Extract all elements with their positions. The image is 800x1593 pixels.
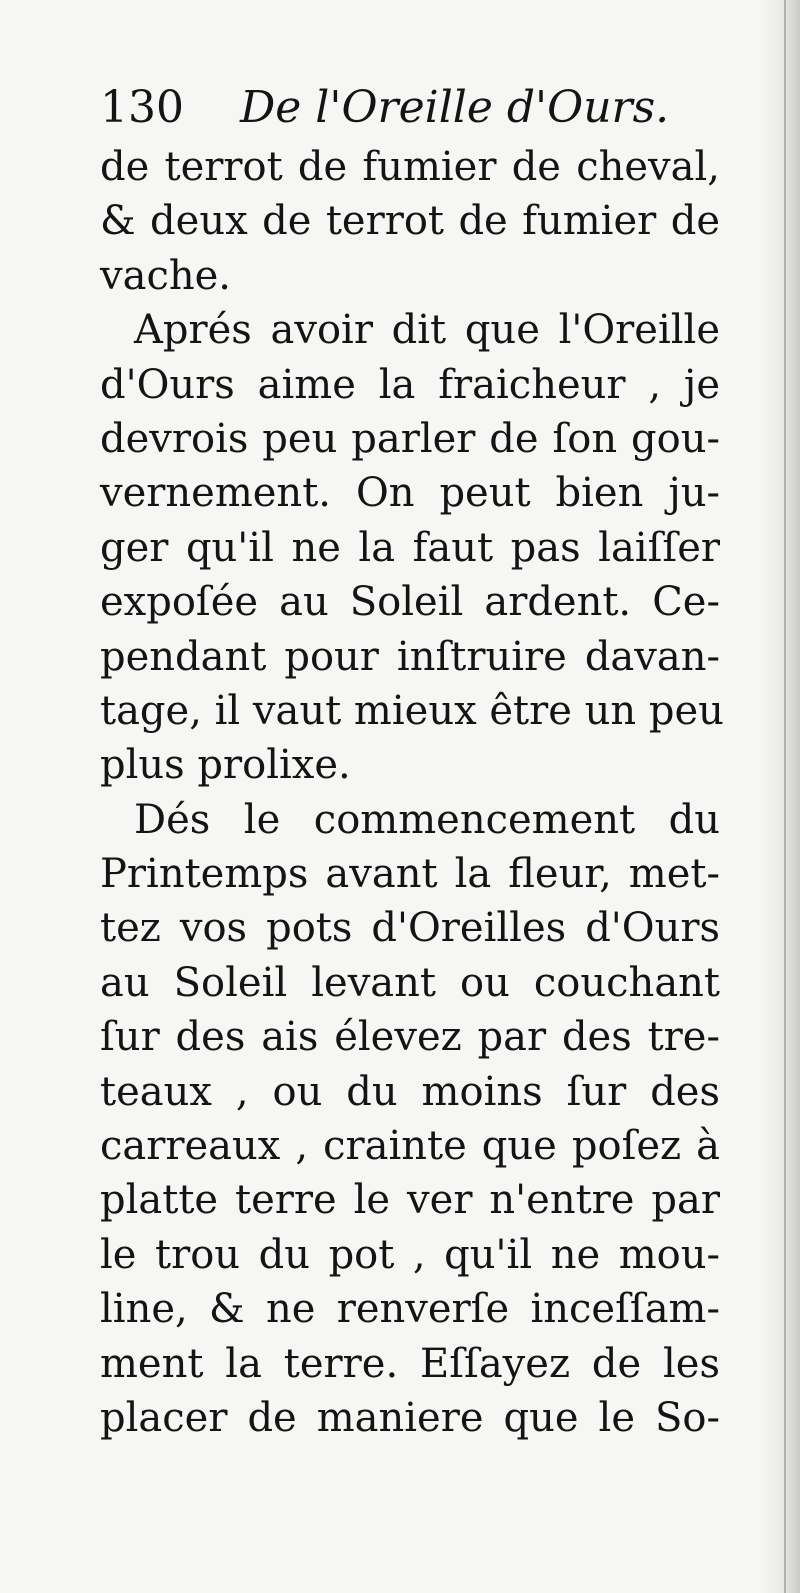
text-line: vache. [100, 252, 231, 299]
text-line: ment la terre. Eſſayez de les [100, 1340, 720, 1387]
body-text [100, 140, 724, 1445]
text-line: ger qu'il ne la faut pas laiſſer [100, 524, 720, 571]
text-line: expoſée au Soleil ardent. Ce- [100, 579, 720, 626]
text-line: vernement. On peut bien ju- [100, 470, 720, 517]
text-line: teaux , ou du moins ſur des [100, 1068, 720, 1115]
text-line: Dés le commencement du [134, 796, 720, 843]
text-line: placer de maniere que le So- [100, 1394, 720, 1441]
text-line: platte terre le ver n'entre par [100, 1177, 720, 1224]
text-line: pendant pour inſtruire davan- [100, 633, 720, 680]
text-line: carreaux , crainte que poſez à [100, 1123, 720, 1170]
page-header [100, 78, 740, 138]
page-number: 130 [100, 82, 184, 133]
text-line: au Soleil levant ou couchant [100, 959, 720, 1006]
page-edge-line [784, 0, 786, 1593]
text-line: tage, il vaut mieux être un peu [100, 687, 724, 734]
page-edge-shadow [760, 0, 800, 1593]
text-line: tez vos pots d'Oreilles d'Ours [100, 905, 720, 952]
text-line: ſur des ais élevez par des tre- [100, 1014, 720, 1061]
text-line: le trou du pot , qu'il ne mou- [100, 1231, 720, 1278]
text-line: Aprés avoir dit que l'Oreille [134, 307, 720, 354]
text-line: & deux de terrot de fumier de [100, 198, 720, 245]
running-title: De l'Oreille d'Ours. [240, 82, 670, 133]
text-line: line, & ne renverſe inceſſam- [100, 1286, 720, 1333]
text-line: Printemps avant la fleur, met- [100, 851, 720, 898]
text-line: d'Ours aime la fraicheur , je [100, 361, 720, 408]
text-line: de terrot de fumier de cheval, [100, 144, 720, 190]
text-line: plus prolixe. [100, 742, 351, 789]
text-line: devrois peu parler de ſon gou- [100, 415, 720, 462]
